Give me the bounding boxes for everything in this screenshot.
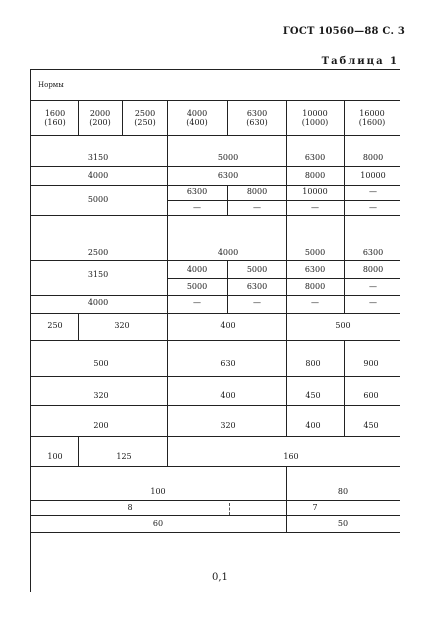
col-divider: [344, 100, 345, 135]
table-cell: 5000: [304, 248, 326, 257]
table-cell: 450: [363, 421, 379, 430]
table-cell: 5000: [246, 265, 268, 274]
sub-row-rule: [167, 200, 400, 201]
column-header: 1600 (160): [44, 109, 66, 127]
table-cell: 6300: [246, 282, 268, 291]
table-cell: 160: [283, 452, 299, 461]
table-cell: 400: [220, 321, 236, 330]
row-rule: [30, 405, 400, 406]
table-cell: 10000: [302, 187, 328, 196]
row-rule: [30, 295, 400, 296]
table-cell: 125: [116, 452, 132, 461]
col-divider: [167, 436, 168, 466]
table-cell: —: [311, 298, 319, 307]
row-rule: [30, 313, 400, 314]
col-divider: [286, 466, 287, 500]
row-rule: [30, 436, 400, 437]
col-divider: [344, 340, 345, 436]
column-header: 16000 (1600): [358, 109, 386, 127]
dashed-divider: [229, 503, 230, 515]
col-divider: [286, 515, 287, 532]
table-cell: 2500: [87, 248, 109, 257]
table-cell: —: [253, 203, 261, 212]
table-cell: 50: [337, 519, 349, 528]
table-cell: 7: [312, 503, 318, 512]
col-divider: [167, 100, 168, 135]
table-cell: 10000: [360, 171, 386, 180]
row-rule: [30, 185, 400, 186]
table-cell: 100: [150, 487, 166, 496]
row-rule: [30, 260, 400, 261]
table-cell: 8000: [362, 153, 384, 162]
row-rule: [30, 515, 400, 516]
table-cell: 5000: [217, 153, 239, 162]
column-header: 10000 (1000): [301, 109, 329, 127]
table-cell: 80: [337, 487, 349, 496]
col-divider: [344, 135, 345, 313]
col-divider: [78, 436, 79, 466]
table-cell: —: [369, 282, 377, 291]
table-cell: 5000: [186, 282, 208, 291]
table-cell: 6300: [362, 248, 384, 257]
col-divider: [227, 100, 228, 135]
table-cell: 3150: [87, 270, 109, 279]
table-top-border: [30, 69, 400, 70]
table-left-border: [30, 69, 31, 592]
norms-label: Нормы: [38, 81, 64, 89]
table-cell: —: [253, 298, 261, 307]
sub-row-rule: [167, 278, 400, 279]
table-cell: 200: [93, 421, 109, 430]
row-rule: [30, 376, 400, 377]
column-header: 2500 (250): [134, 109, 156, 127]
table-cell: 8000: [246, 187, 268, 196]
table-cell: —: [311, 203, 319, 212]
row-rule: [30, 466, 400, 467]
col-divider: [227, 260, 228, 313]
row-rule: [30, 532, 400, 533]
table-cell: —: [193, 203, 201, 212]
table-cell: 8000: [362, 265, 384, 274]
footer-value: 0,1: [212, 572, 228, 583]
table-cell: 320: [220, 421, 236, 430]
col-divider: [167, 313, 168, 340]
row-rule: [30, 215, 400, 216]
table-cell: 450: [305, 391, 321, 400]
table-cell: 400: [220, 391, 236, 400]
col-divider: [167, 340, 168, 436]
col-divider: [78, 100, 79, 135]
table-cell: 3150: [87, 153, 109, 162]
row-rule: [30, 166, 400, 167]
col-divider: [286, 340, 287, 436]
column-header: 2000 (200): [89, 109, 111, 127]
col-divider: [286, 500, 287, 515]
table-cell: 630: [220, 359, 236, 368]
table-cell: 250: [47, 321, 63, 330]
col-divider: [286, 135, 287, 313]
table-cell: 500: [335, 321, 351, 330]
table-cell: 6300: [186, 187, 208, 196]
col-divider: [286, 100, 287, 135]
table-cell: 60: [152, 519, 164, 528]
col-divider: [78, 313, 79, 340]
table-cell: 8000: [304, 282, 326, 291]
col-divider: [286, 313, 287, 340]
table-cell: 4000: [217, 248, 239, 257]
table-cell: —: [369, 203, 377, 212]
table-cell: 4000: [87, 171, 109, 180]
table-cell: 320: [93, 391, 109, 400]
table-cell: —: [193, 298, 201, 307]
table-cell: 4000: [186, 265, 208, 274]
table-cell: 800: [305, 359, 321, 368]
column-header: 6300 (630): [246, 109, 268, 127]
table-cell: —: [369, 187, 377, 196]
table-cell: 6300: [304, 153, 326, 162]
row-rule: [30, 500, 400, 501]
table-cell: 320: [114, 321, 130, 330]
col-divider: [167, 135, 168, 313]
table-caption: Таблица 1: [321, 56, 399, 67]
table-cell: 100: [47, 452, 63, 461]
table-cell: —: [369, 298, 377, 307]
table-cell: 600: [363, 391, 379, 400]
page-header: ГОСТ 10560—88 С. 3: [282, 26, 405, 37]
table-cell: 8: [127, 503, 133, 512]
table-cell: 400: [305, 421, 321, 430]
table-cell: 500: [93, 359, 109, 368]
table-cell: 6300: [217, 171, 239, 180]
column-header: 4000 (400): [186, 109, 208, 127]
table-cell: 900: [363, 359, 379, 368]
col-divider: [122, 100, 123, 135]
table-cell: 8000: [304, 171, 326, 180]
table-cell: 4000: [87, 298, 109, 307]
table-cell: 5000: [87, 195, 109, 204]
table-cell: 6300: [304, 265, 326, 274]
